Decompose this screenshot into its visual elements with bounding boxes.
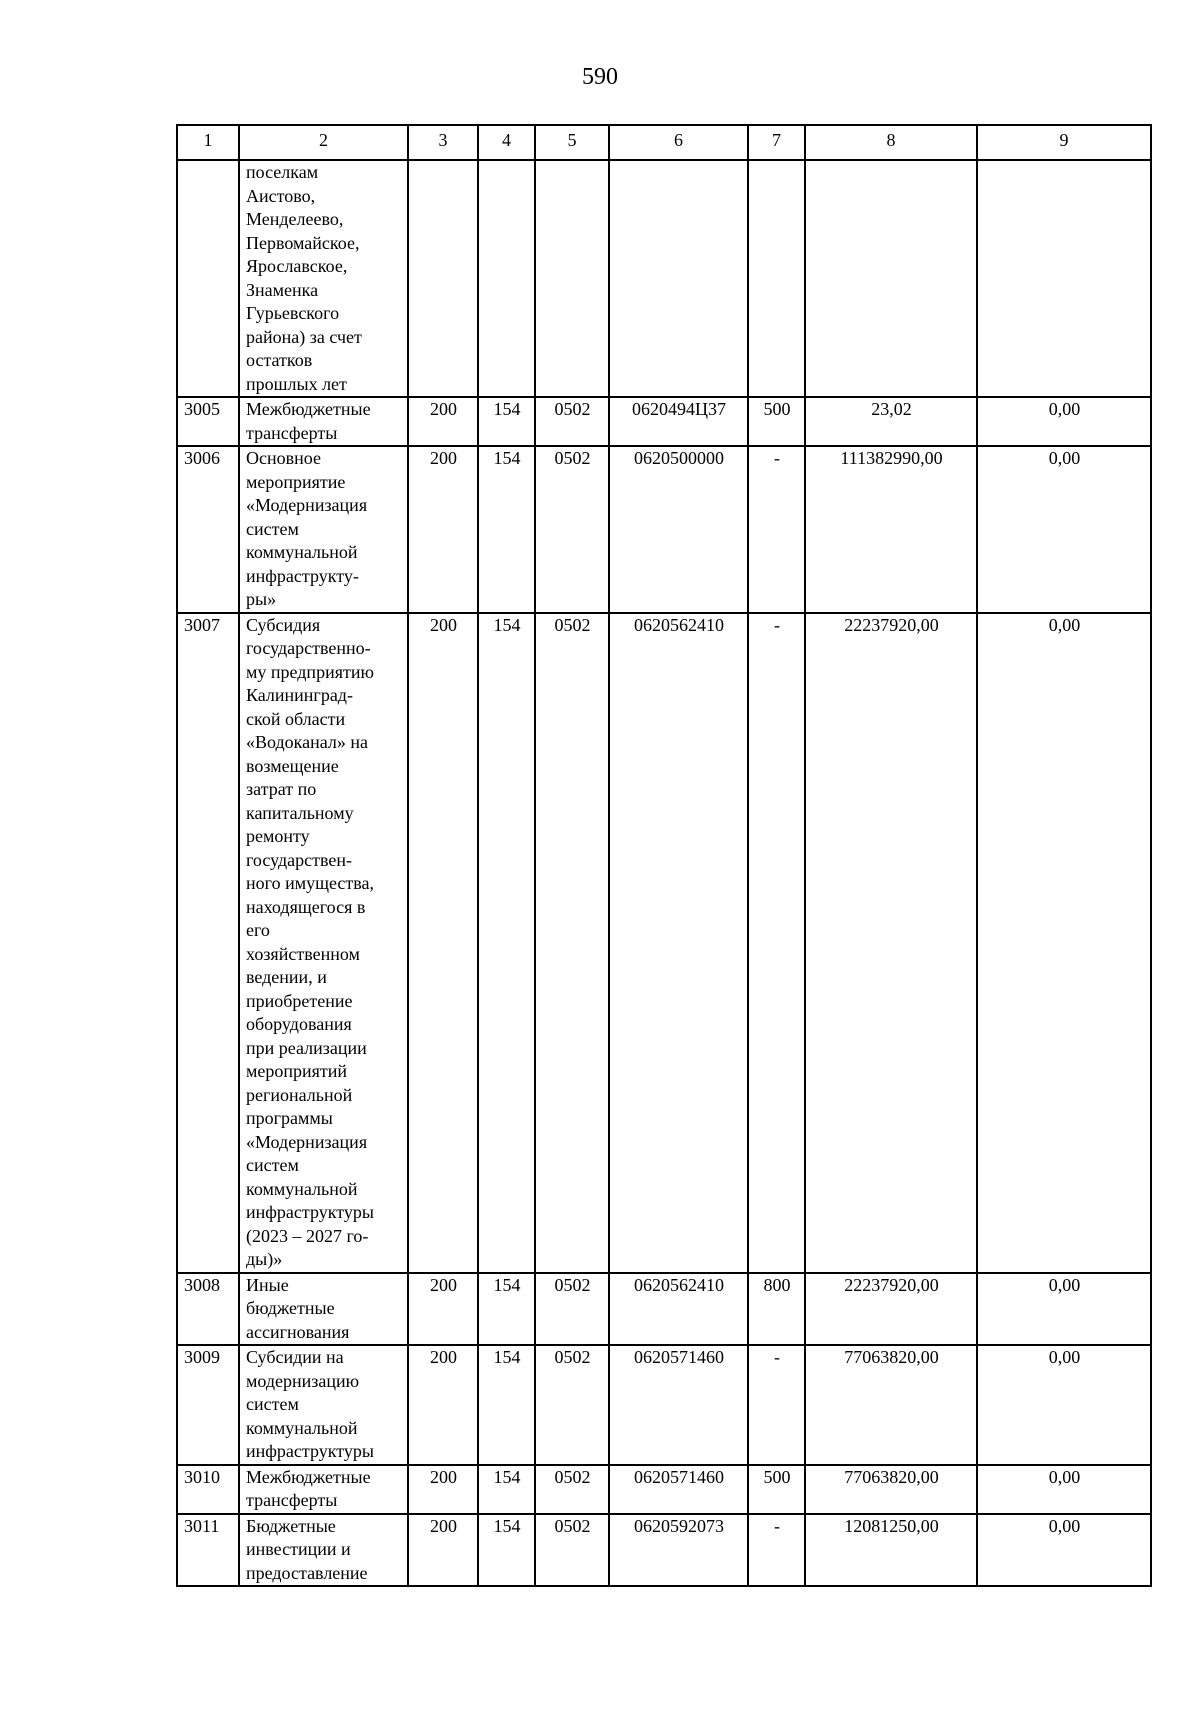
description-cell: Бюджетные инвестиции и предоставление	[239, 1514, 408, 1587]
col7-cell: -	[748, 1345, 805, 1465]
row-number-cell: 3009	[177, 1345, 239, 1465]
code-cell: 0620592073	[609, 1514, 748, 1587]
row-number-cell: 3008	[177, 1273, 239, 1346]
row-number-cell: 3006	[177, 446, 239, 613]
amount2-cell: 0,00	[977, 446, 1151, 613]
table-row	[177, 1273, 1151, 1346]
code-cell: 0620571460	[609, 1345, 748, 1465]
amount2-cell: 0,00	[977, 1345, 1151, 1465]
code-cell: 0620562410	[609, 613, 748, 1273]
amount-cell: 12081250,00	[805, 1514, 977, 1587]
col4-cell: 154	[478, 1345, 535, 1465]
table-row	[177, 446, 1151, 613]
col3-cell: 200	[408, 613, 478, 1273]
row-number-cell: 3007	[177, 613, 239, 1273]
col4-cell: 154	[478, 613, 535, 1273]
col3-cell: 200	[408, 446, 478, 613]
col5-cell: 0502	[535, 397, 609, 446]
description-cell: Субсидия государственно- му предприятию Калининград- ской области «Водоканал» на возмещение затрат по капитальному ремонту государствен- ного имущества, находящегося в его хозяйственном ведении, и приобретение оборудования при реализации мероприятий региональной программы «Модернизация систем коммунальной инфраструктуры (2023 – 2027 го- ды)»	[239, 613, 408, 1273]
amount-cell: 111382990,00	[805, 446, 977, 613]
page-number: 590	[582, 64, 618, 90]
col7-cell: -	[748, 446, 805, 613]
amount2-cell: 0,00	[977, 397, 1151, 446]
table-row	[177, 1514, 1151, 1587]
row-number-cell: 3010	[177, 1465, 239, 1514]
amount2-cell: 0,00	[977, 613, 1151, 1273]
col5-cell: 0502	[535, 1514, 609, 1587]
table-row	[177, 1345, 1151, 1465]
code-cell	[609, 160, 748, 397]
amount2-cell: 0,00	[977, 1465, 1151, 1514]
column-header: 9	[977, 125, 1151, 160]
amount-cell: 77063820,00	[805, 1345, 977, 1465]
col7-cell: 500	[748, 1465, 805, 1514]
col3-cell: 200	[408, 1514, 478, 1587]
col5-cell: 0502	[535, 446, 609, 613]
amount-cell: 77063820,00	[805, 1465, 977, 1514]
description-cell: Межбюджетные трансферты	[239, 1465, 408, 1514]
amount-cell: 22237920,00	[805, 613, 977, 1273]
column-header: 1	[177, 125, 239, 160]
code-cell: 0620562410	[609, 1273, 748, 1346]
col7-cell: 800	[748, 1273, 805, 1346]
table-row	[177, 397, 1151, 446]
col7-cell	[748, 160, 805, 397]
amount-cell: 23,02	[805, 397, 977, 446]
code-cell: 0620571460	[609, 1465, 748, 1514]
col4-cell: 154	[478, 1465, 535, 1514]
column-header: 6	[609, 125, 748, 160]
budget-table	[176, 124, 1152, 1587]
col4-cell: 154	[478, 397, 535, 446]
description-cell: Межбюджетные трансферты	[239, 397, 408, 446]
col3-cell	[408, 160, 478, 397]
col4-cell: 154	[478, 1273, 535, 1346]
row-number-cell: 3011	[177, 1514, 239, 1587]
col5-cell: 0502	[535, 1273, 609, 1346]
col3-cell: 200	[408, 1345, 478, 1465]
amount-cell: 22237920,00	[805, 1273, 977, 1346]
col5-cell	[535, 160, 609, 397]
description-cell: Иные бюджетные ассигнования	[239, 1273, 408, 1346]
column-header: 3	[408, 125, 478, 160]
code-cell: 0620494Ц37	[609, 397, 748, 446]
column-header: 2	[239, 125, 408, 160]
description-cell: поселкам Аистово, Менделеево, Первомайское, Ярославское, Знаменка Гурьевского района) за счет остатков прошлых лет	[239, 160, 408, 397]
col3-cell: 200	[408, 397, 478, 446]
col4-cell	[478, 160, 535, 397]
col5-cell: 0502	[535, 1345, 609, 1465]
description-cell: Основное мероприятие «Модернизация систем коммунальной инфраструкту- ры»	[239, 446, 408, 613]
row-number-cell	[177, 160, 239, 397]
code-cell: 0620500000	[609, 446, 748, 613]
col4-cell: 154	[478, 446, 535, 613]
amount2-cell	[977, 160, 1151, 397]
column-header: 4	[478, 125, 535, 160]
table-header-row	[177, 125, 1151, 160]
col3-cell: 200	[408, 1465, 478, 1514]
column-header: 8	[805, 125, 977, 160]
col7-cell: -	[748, 1514, 805, 1587]
col4-cell: 154	[478, 1514, 535, 1587]
column-header: 7	[748, 125, 805, 160]
amount2-cell: 0,00	[977, 1514, 1151, 1587]
row-number-cell: 3005	[177, 397, 239, 446]
col3-cell: 200	[408, 1273, 478, 1346]
column-header: 5	[535, 125, 609, 160]
table-row	[177, 1465, 1151, 1514]
amount-cell	[805, 160, 977, 397]
amount2-cell: 0,00	[977, 1273, 1151, 1346]
col7-cell: 500	[748, 397, 805, 446]
col5-cell: 0502	[535, 613, 609, 1273]
description-cell: Субсидии на модернизацию систем коммунальной инфраструктуры	[239, 1345, 408, 1465]
table-row	[177, 613, 1151, 1273]
col5-cell: 0502	[535, 1465, 609, 1514]
table-row	[177, 160, 1151, 397]
col7-cell: -	[748, 613, 805, 1273]
